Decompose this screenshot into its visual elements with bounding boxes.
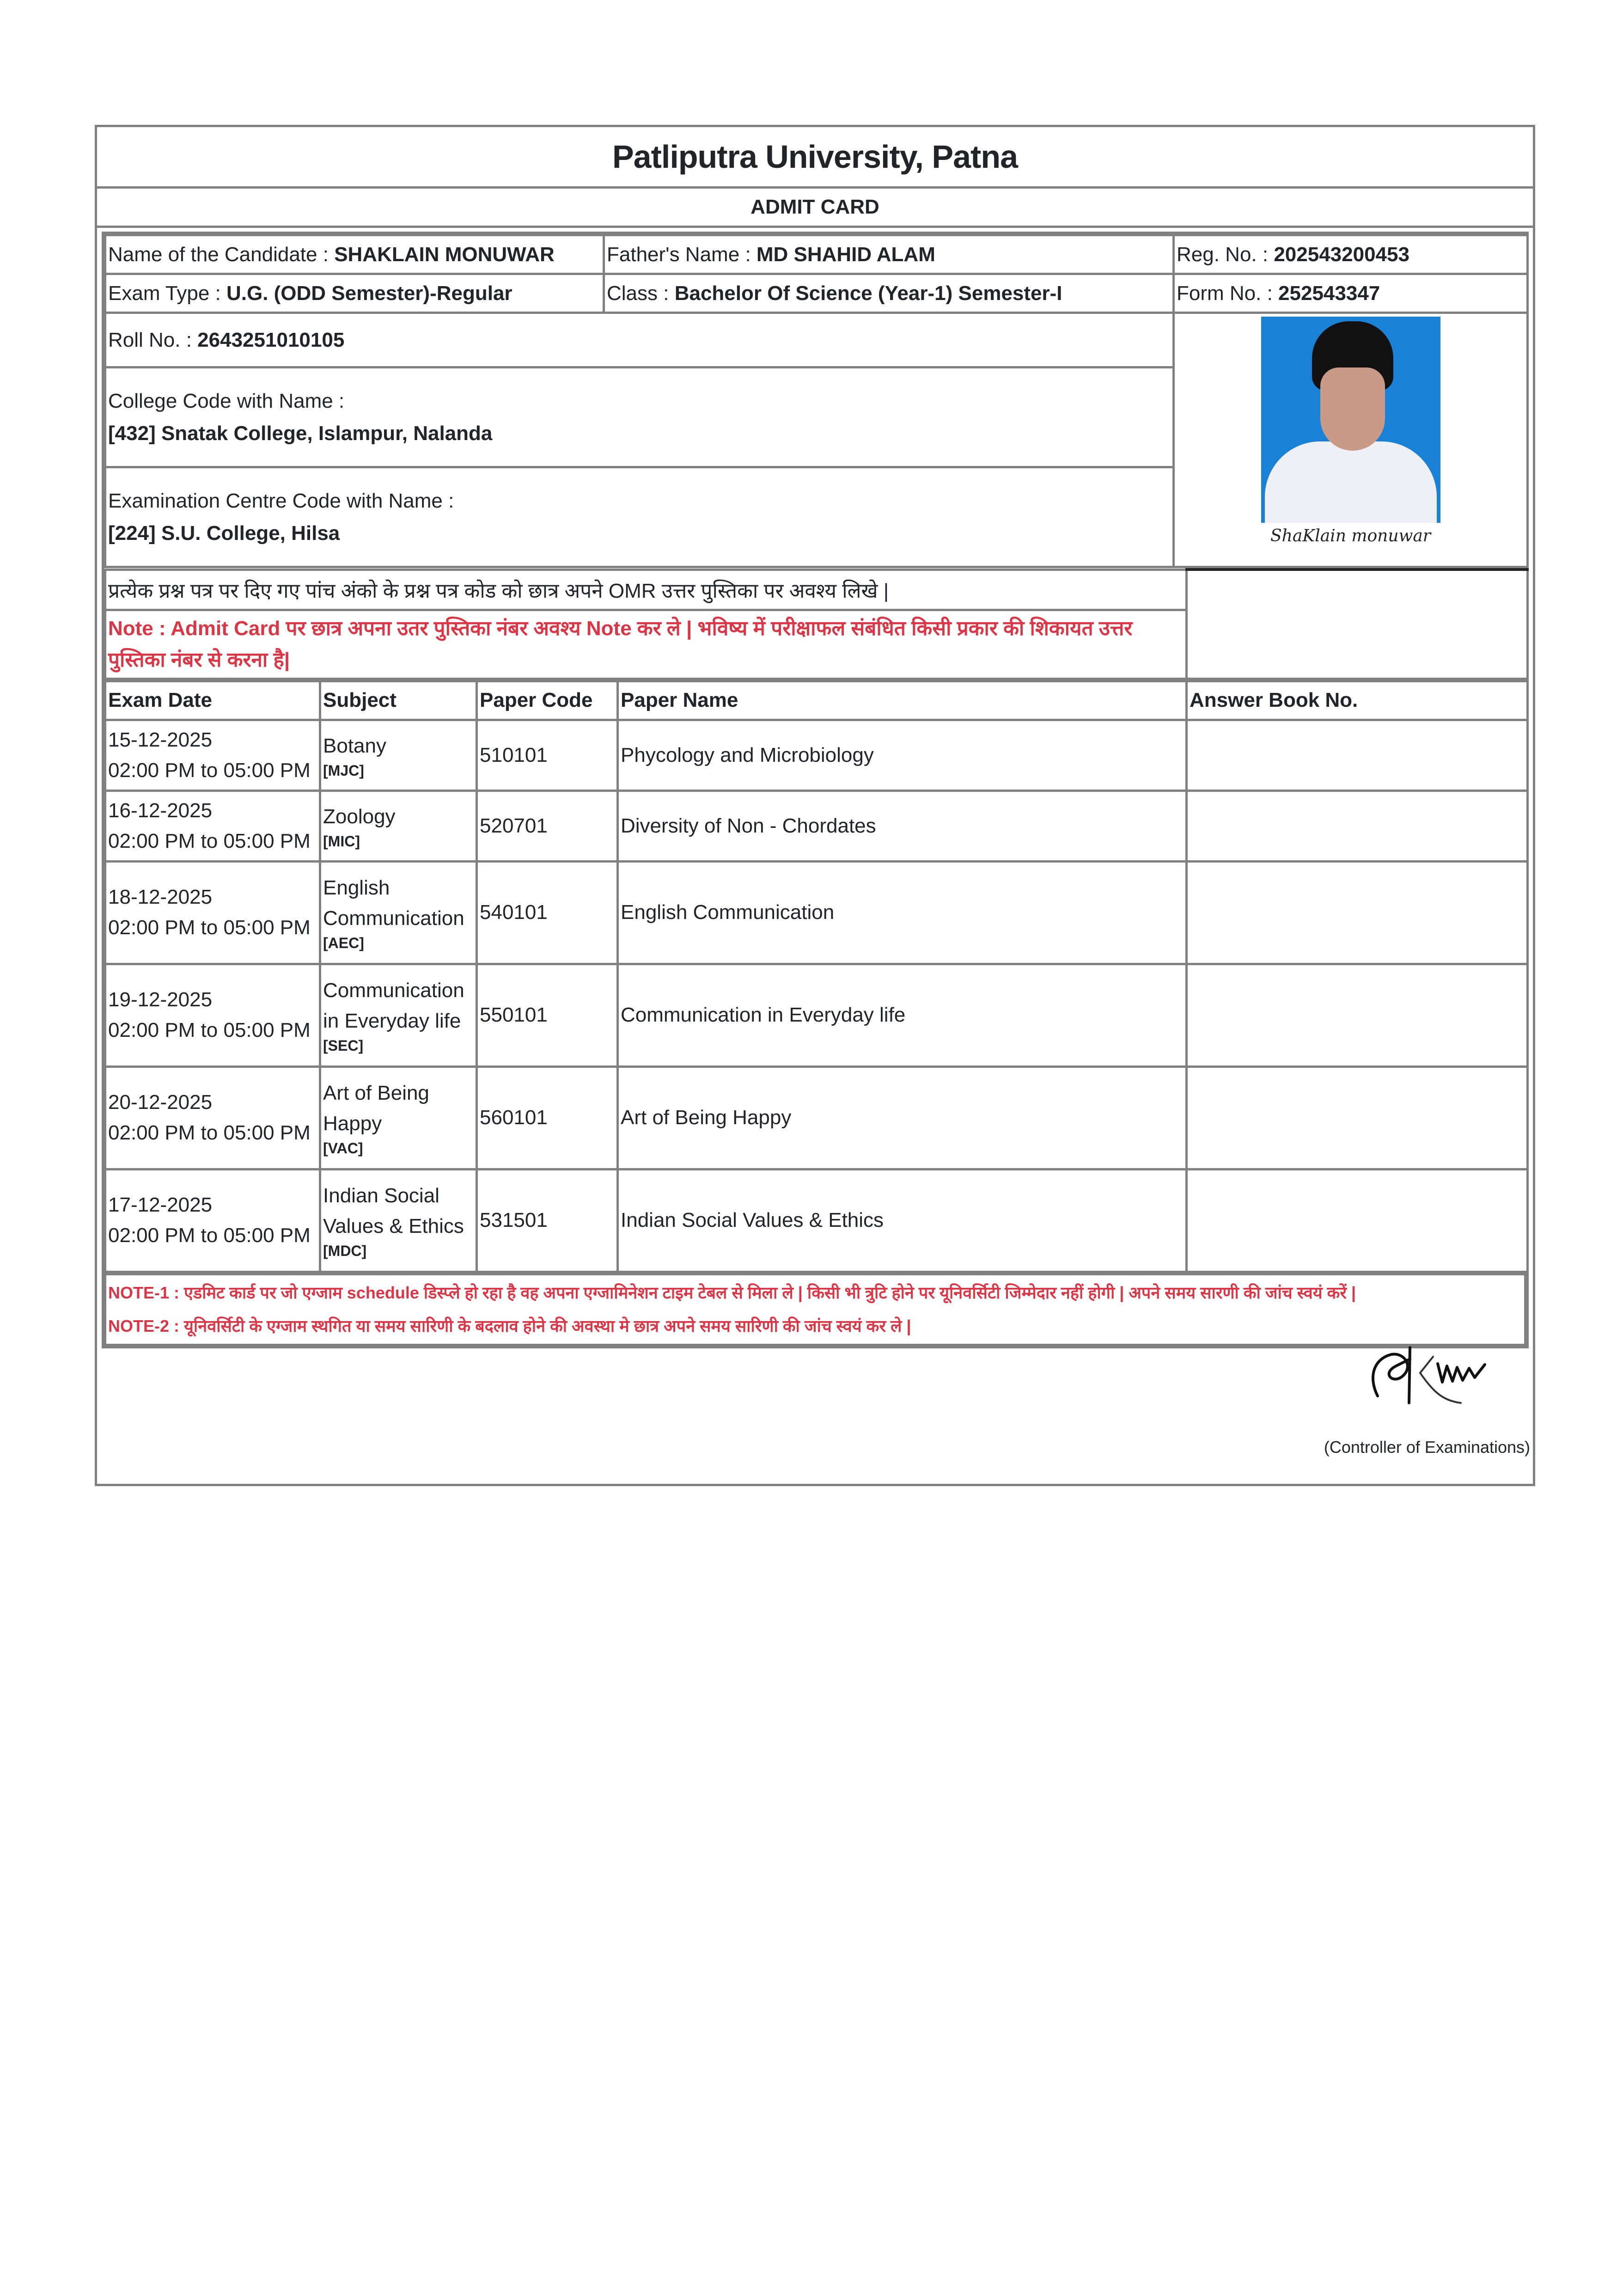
paper-code: 550101 <box>477 964 618 1066</box>
university-title: Patliputra University, Patna <box>612 139 1018 175</box>
col-paper-name: Paper Name <box>618 681 1187 720</box>
paper-name: Art of Being Happy <box>618 1066 1187 1169</box>
candidate-photo <box>1261 317 1440 523</box>
subtitle-row <box>97 189 1533 228</box>
exam-time: 02:00 PM to 05:00 PM <box>108 916 311 939</box>
exam-date: 17-12-2025 <box>108 1194 213 1216</box>
note-2: NOTE-2 : यूनिवर्सिटी के एग्जाम स्थगित या समय सारिणी के बदलाव होने की अवस्था मे छात्र अपने समय सारिणी की जांच स्वयं कर ले | <box>108 1316 911 1335</box>
father-name: MD SHAHID ALAM <box>756 243 935 266</box>
table-row <box>105 790 1528 861</box>
candidate-name-cell <box>105 235 604 274</box>
controller-signature-icon <box>1364 1345 1516 1414</box>
instructions-table <box>104 568 1529 680</box>
subject: Zoology <box>323 805 396 828</box>
paper-code: 510101 <box>477 720 618 790</box>
centre-cell <box>105 467 1174 567</box>
subject: English Communication <box>323 876 464 930</box>
exam-time: 02:00 PM to 05:00 PM <box>108 1224 311 1247</box>
col-answer-book: Answer Book No. <box>1187 681 1528 720</box>
label: Roll No. : <box>108 328 198 351</box>
exam-time: 02:00 PM to 05:00 PM <box>108 1019 311 1041</box>
exam-date: 15-12-2025 <box>108 728 213 751</box>
paper-name: Phycology and Microbiology <box>618 720 1187 790</box>
photo-cell <box>1174 313 1528 567</box>
col-paper-code: Paper Code <box>477 681 618 720</box>
table-row <box>105 1066 1528 1169</box>
paper-name: Indian Social Values & Ethics <box>618 1169 1187 1272</box>
exam-date: 18-12-2025 <box>108 886 213 908</box>
category-badge: [MDC] <box>323 1243 367 1259</box>
answer-book-no <box>1187 1066 1528 1169</box>
form-no: 252543347 <box>1278 282 1380 305</box>
instruction-omr: प्रत्येक प्रश्न पत्र पर दिए गए पांच अंको के प्रश्न पत्र कोड को छात्र अपने OMR उत्तर पुस्तिका पर अवश्य लिखे | <box>105 569 1187 610</box>
roll-no-cell <box>105 313 1174 367</box>
note-1: NOTE-1 : एडमिट कार्ड पर जो एग्जाम schedule डिस्प्ले हो रहा है वह अपना एग्जामिनेशन टाइम टेबल से मिला ले | किसी भी त्रुटि होने पर यूनिवर्सिटी जिम्मेदार नहीं होगी | अपने समय सारणी की जांच स्वयं करें | <box>108 1283 1356 1302</box>
paper-code: 560101 <box>477 1066 618 1169</box>
exam-type: U.G. (ODD Semester)-Regular <box>226 282 513 305</box>
category-badge: [MJC] <box>323 762 364 779</box>
document-title: ADMIT CARD <box>750 196 879 218</box>
col-exam-date: Exam Date <box>105 681 320 720</box>
roll-no: 2643251010105 <box>197 328 345 351</box>
class: Bachelor Of Science (Year-1) Semester-I <box>674 282 1062 305</box>
label: Form No. : <box>1177 282 1279 305</box>
label: Father's Name : <box>607 243 757 266</box>
paper-name: Diversity of Non - Chordates <box>618 790 1187 861</box>
college-label: College Code with Name : <box>108 389 345 412</box>
paper-name: English Communication <box>618 861 1187 964</box>
footer-notes-table <box>104 1273 1526 1346</box>
label: Reg. No. : <box>1177 243 1274 266</box>
paper-code: 540101 <box>477 861 618 964</box>
subject: Art of Being Happy <box>323 1082 429 1135</box>
exam-date: 19-12-2025 <box>108 988 213 1011</box>
subject: Communication in Everyday life <box>323 979 464 1032</box>
reg-no: 202543200453 <box>1274 243 1409 266</box>
signature-area <box>1253 1345 1530 1479</box>
category-badge: [MIC] <box>323 833 360 850</box>
exam-date: 16-12-2025 <box>108 799 213 822</box>
centre-name: [224] S.U. College, Hilsa <box>108 521 340 545</box>
answer-book-no <box>1187 1169 1528 1272</box>
candidate-name: SHAKLAIN MONUWAR <box>334 243 555 266</box>
paper-name: Communication in Everyday life <box>618 964 1187 1066</box>
exam-date: 20-12-2025 <box>108 1091 213 1114</box>
class-cell <box>604 274 1174 313</box>
exam-time: 02:00 PM to 05:00 PM <box>108 759 311 782</box>
exam-time: 02:00 PM to 05:00 PM <box>108 1121 311 1144</box>
footer-notes-cell <box>105 1274 1525 1345</box>
reg-no-cell <box>1174 235 1528 274</box>
label: Name of the Candidate : <box>108 243 335 266</box>
blank-cell <box>1187 569 1528 679</box>
label: Exam Type : <box>108 282 226 305</box>
exam-schedule-table <box>104 680 1529 1273</box>
table-header <box>105 681 1528 720</box>
exam-type-cell <box>105 274 604 313</box>
instruction-note: Note : Admit Card पर छात्र अपना उतर पुस्तिका नंबर अवश्य Note कर ले | भविष्य में परीक्षाफल संबंधित किसी प्रकार की शिकायत उत्तर पुस्तिका नंबर से करना है| <box>105 610 1187 679</box>
exam-time: 02:00 PM to 05:00 PM <box>108 829 311 852</box>
category-badge: [SEC] <box>323 1037 364 1054</box>
table-row <box>105 1169 1528 1272</box>
controller-designation: (Controller of Examinations) <box>1324 1438 1530 1457</box>
answer-book-no <box>1187 861 1528 964</box>
answer-book-no <box>1187 790 1528 861</box>
candidate-signature: ShaKlain monuwar <box>1270 527 1431 545</box>
title-row <box>97 127 1533 189</box>
college-cell <box>105 367 1174 467</box>
table-row <box>105 964 1528 1066</box>
centre-label: Examination Centre Code with Name : <box>108 489 454 512</box>
paper-code: 531501 <box>477 1169 618 1272</box>
father-name-cell <box>604 235 1174 274</box>
college-name: [432] Snatak College, Islampur, Nalanda <box>108 422 493 445</box>
answer-book-no <box>1187 964 1528 1066</box>
form-no-cell <box>1174 274 1528 313</box>
table-row <box>105 861 1528 964</box>
admit-card-body <box>102 232 1529 1348</box>
admit-card <box>95 125 1535 1486</box>
subject: Botany <box>323 734 386 757</box>
candidate-info-table <box>104 234 1529 568</box>
label: Class : <box>607 282 675 305</box>
subject: Indian Social Values & Ethics <box>323 1184 464 1237</box>
category-badge: [VAC] <box>323 1140 363 1157</box>
category-badge: [AEC] <box>323 935 364 951</box>
paper-code: 520701 <box>477 790 618 861</box>
answer-book-no <box>1187 720 1528 790</box>
table-row <box>105 720 1528 790</box>
col-subject: Subject <box>320 681 477 720</box>
